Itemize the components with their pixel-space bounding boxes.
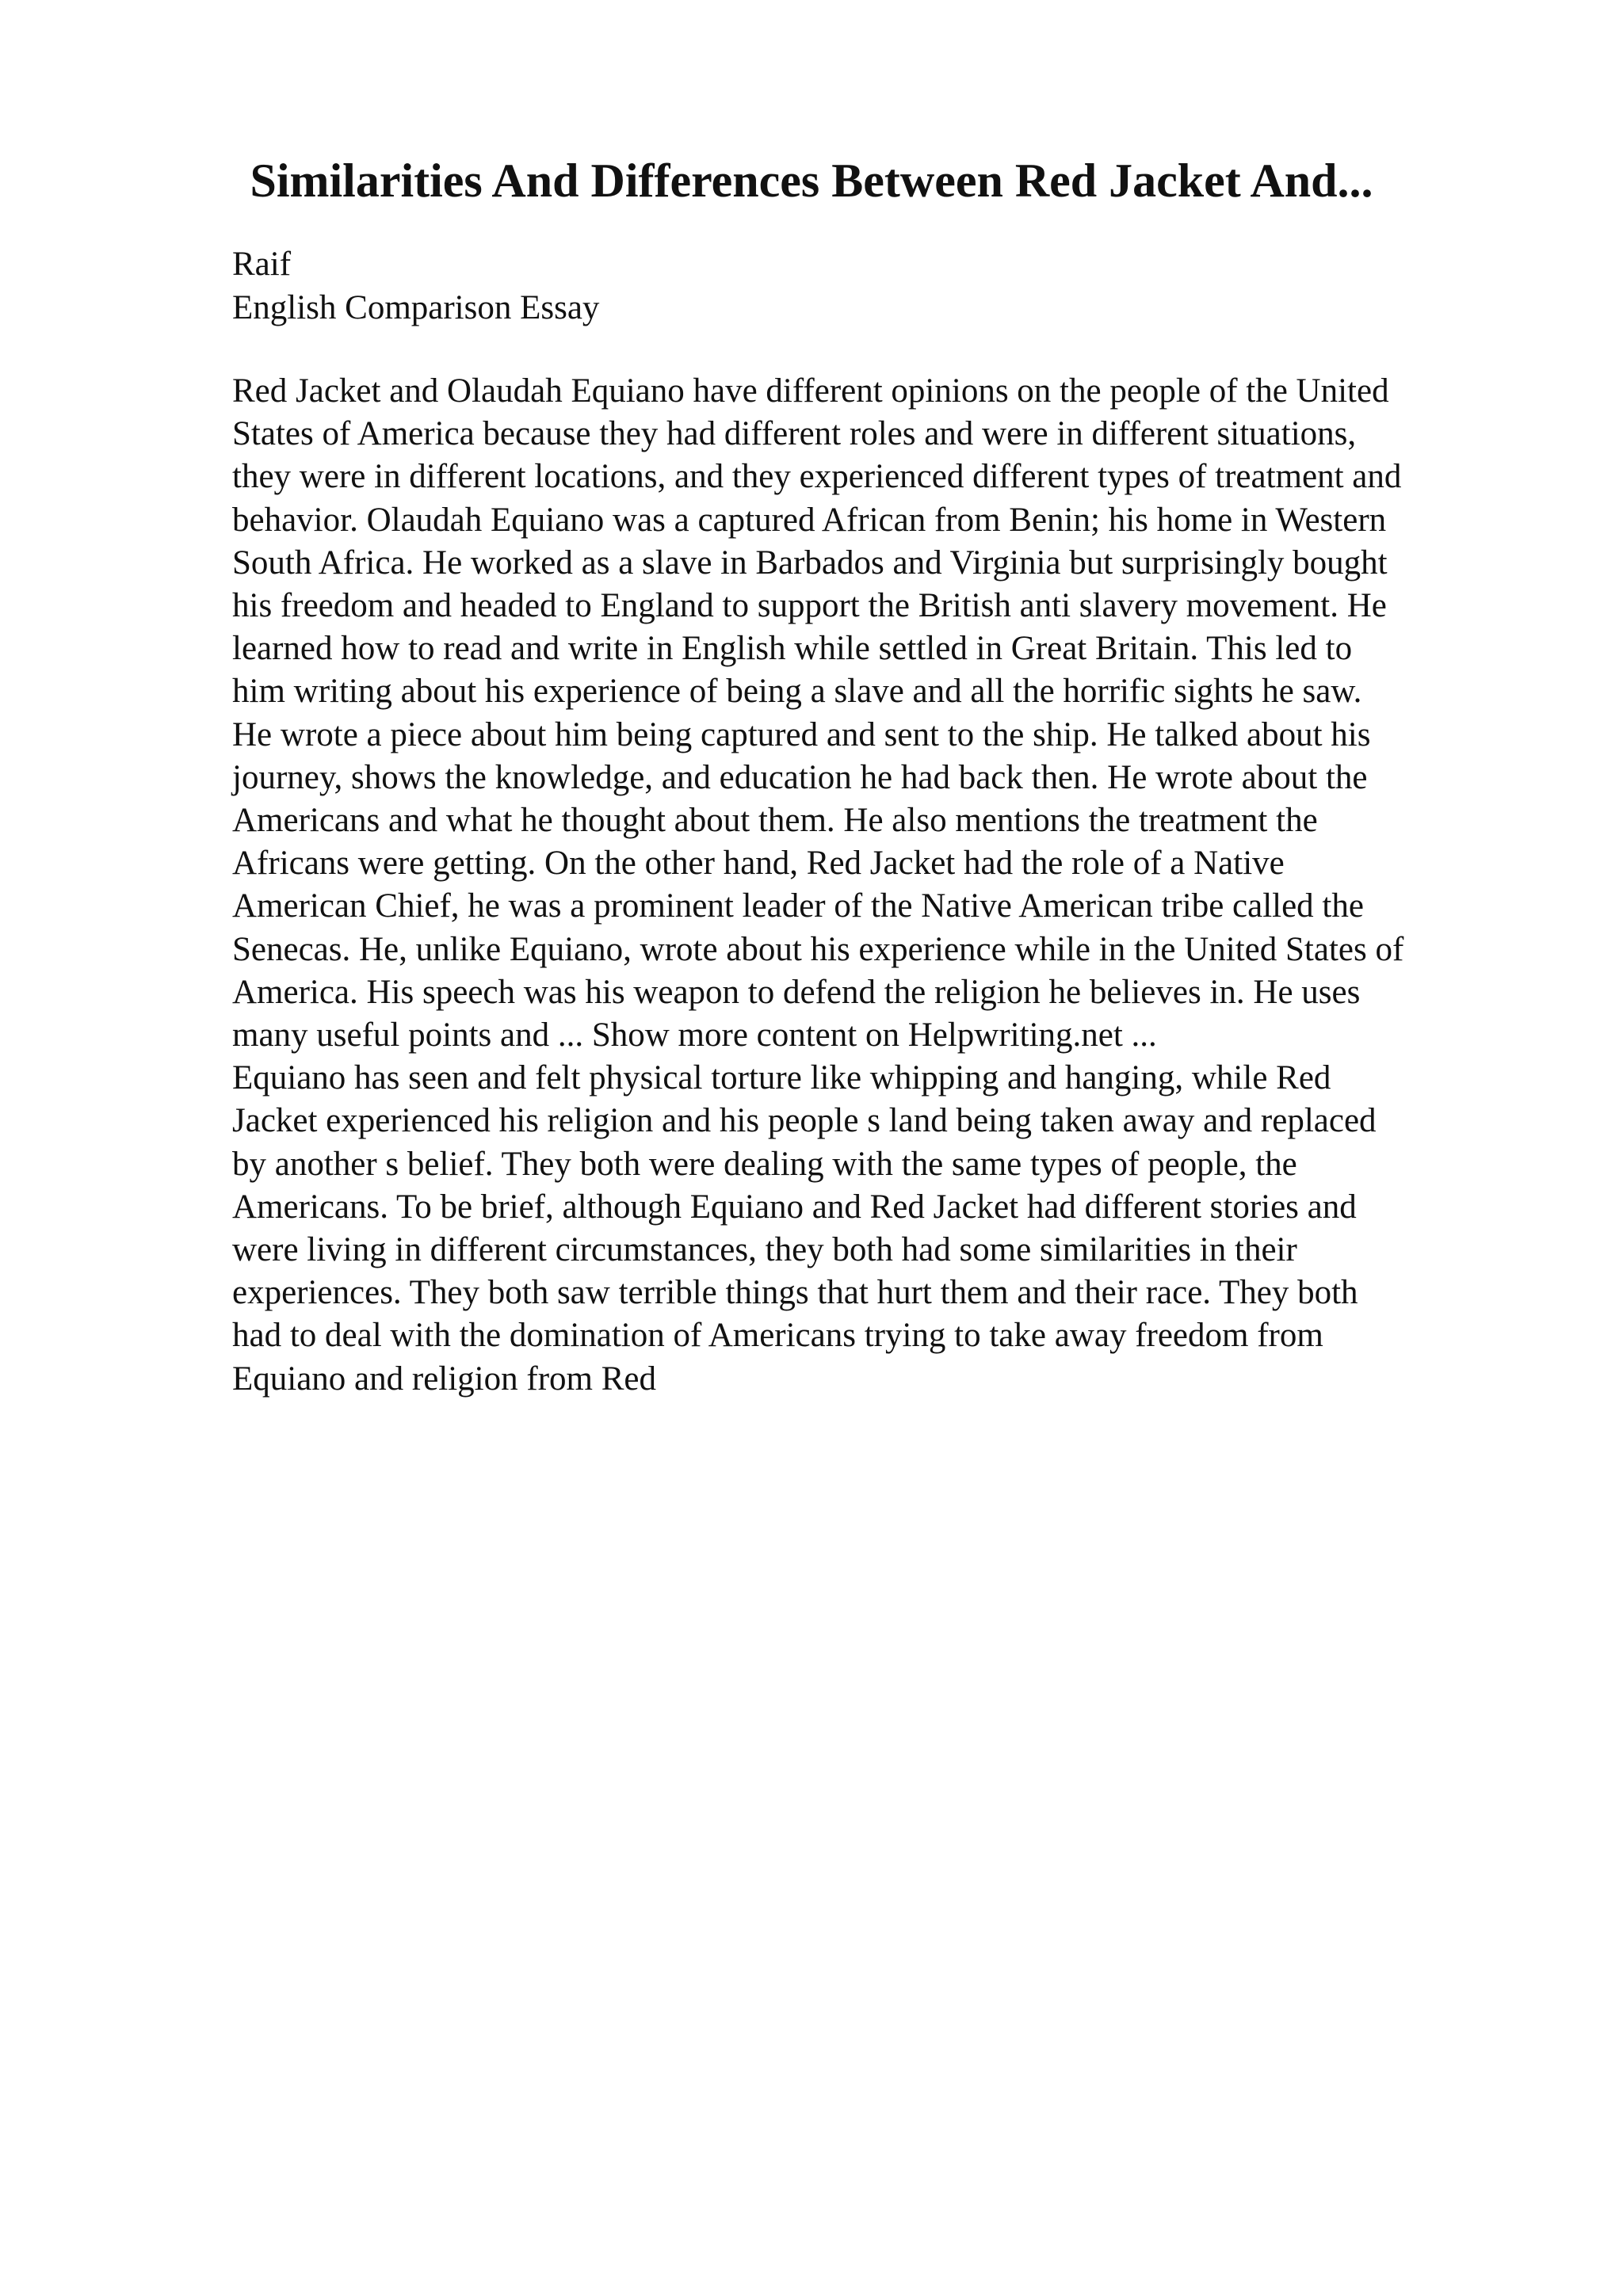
- essay-line: experiences. They both saw terrible things that hurt them and their race. They both: [232, 1274, 1358, 1312]
- document-meta: [232, 242, 1516, 330]
- essay-line: America. His speech was his weapon to defend the religion he believes in. He uses: [232, 973, 1361, 1011]
- essay-line: by another s belief. They both were dealing with the same types of people, the: [232, 1145, 1297, 1183]
- essay-line: learned how to read and write in English while settled in Great Britain. This led to: [232, 630, 1353, 668]
- essay-line: were living in different circumstances, they both had some similarities in their: [232, 1231, 1297, 1269]
- author-name: Raif: [232, 246, 292, 283]
- essay-line: journey, shows the knowledge, and education he had back then. He wrote about the: [232, 758, 1368, 796]
- essay-line: American Chief, he was a prominent leader of the Native American tribe called the: [232, 887, 1364, 925]
- essay-line: Equiano and religion from Red: [232, 1360, 656, 1398]
- essay-line: many useful points and ... Show more content on Helpwriting.net ...: [232, 1016, 1157, 1055]
- course-name: English Comparison Essay: [232, 289, 600, 326]
- essay-line: Americans and what he thought about them. He also mentions the treatment the: [232, 802, 1318, 840]
- essay-line: South Africa. He worked as a slave in Barbados and Virginia but surprisingly bought: [232, 543, 1388, 582]
- document-title: Similarities And Differences Between Red Jacket And...: [250, 154, 1373, 207]
- essay-line: Jacket experienced his religion and his people s land being taken away and replaced: [232, 1102, 1377, 1140]
- essay-line: Americans. To be brief, although Equiano and Red Jacket had different stories and: [232, 1188, 1357, 1226]
- essay-line: his freedom and headed to England to support the British anti slavery movement. He: [232, 587, 1387, 625]
- essay-body: [232, 370, 1516, 1401]
- essay-line: He wrote a piece about him being captured and sent to the ship. He talked about his: [232, 715, 1371, 753]
- essay-line: Senecas. He, unlike Equiano, wrote about his experience while in the United States of: [232, 930, 1404, 968]
- essay-line: Red Jacket and Olaudah Equiano have different opinions on the people of the United: [232, 372, 1389, 410]
- essay-line: had to deal with the domination of Americans trying to take away freedom from: [232, 1317, 1323, 1355]
- essay-line: Africans were getting. On the other hand, Red Jacket had the role of a Native: [232, 845, 1285, 883]
- essay-line: they were in different locations, and they experienced different types of treatment and: [232, 458, 1402, 496]
- essay-line: behavior. Olaudah Equiano was a captured African from Benin; his home in Western: [232, 501, 1387, 539]
- essay-line: States of America because they had different roles and were in different situations,: [232, 415, 1357, 453]
- essay-line: him writing about his experience of being a slave and all the horrific sights he saw.: [232, 673, 1362, 711]
- essay-line: Equiano has seen and felt physical torture like whipping and hanging, while Red: [232, 1059, 1331, 1097]
